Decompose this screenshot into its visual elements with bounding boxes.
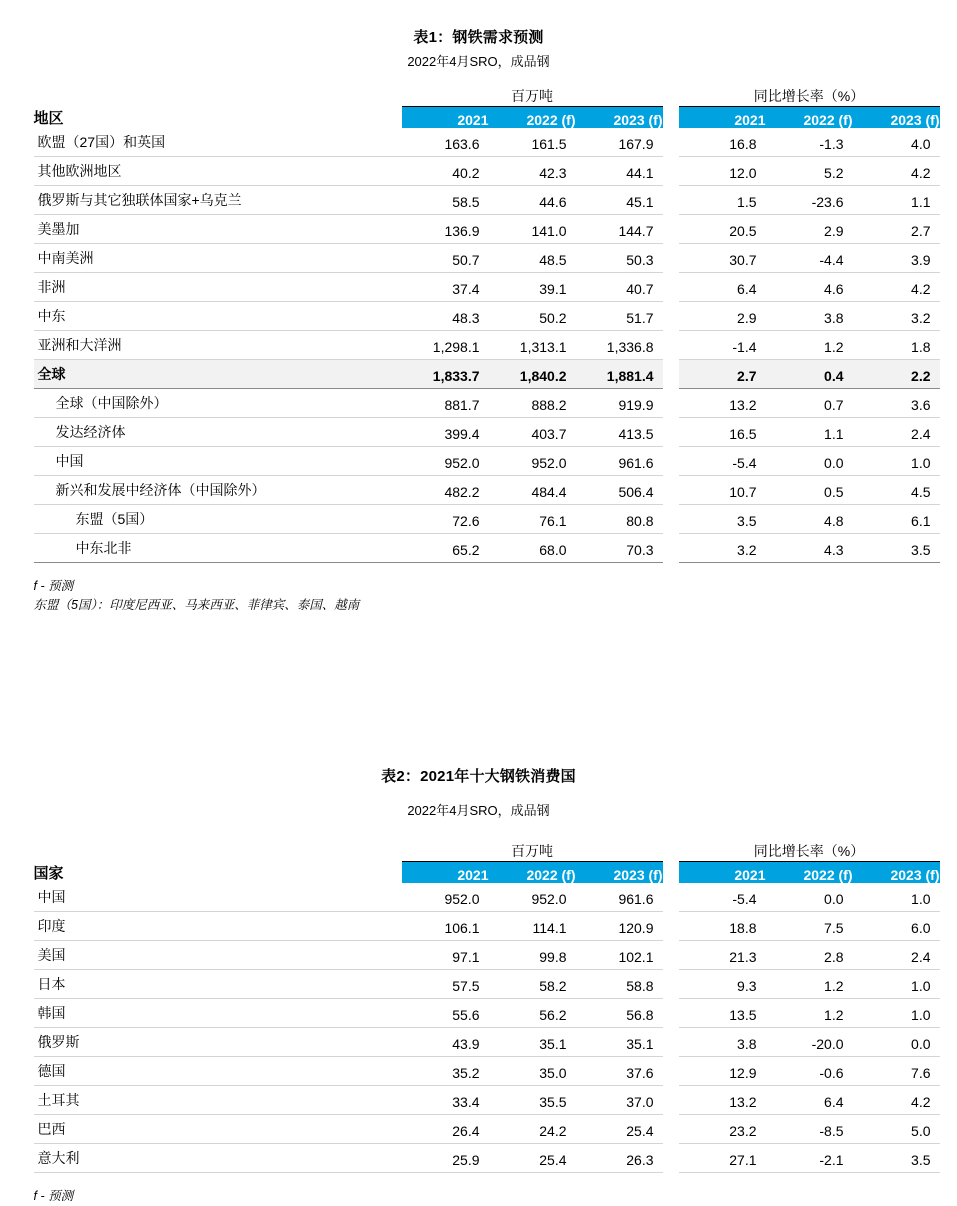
row-value: 0.7 xyxy=(766,388,853,417)
row-value: 58.2 xyxy=(489,969,576,998)
row-gap xyxy=(663,301,679,330)
row-label: 俄罗斯与其它独联体国家+乌克兰 xyxy=(34,185,402,214)
table-row xyxy=(34,214,940,243)
table-row xyxy=(34,1085,940,1114)
table2-col-2022f-growth: 2022 (f) xyxy=(766,862,853,883)
row-value: 106.1 xyxy=(402,911,489,940)
row-value: 2.7 xyxy=(853,214,940,243)
row-value: 1.0 xyxy=(853,998,940,1027)
table1-col-2022f-growth: 2022 (f) xyxy=(766,107,853,128)
table1-block xyxy=(33,0,940,615)
row-value: 141.0 xyxy=(489,214,576,243)
row-value: 57.5 xyxy=(402,969,489,998)
row-value: 6.0 xyxy=(853,911,940,940)
row-gap xyxy=(663,128,679,157)
row-value: 18.8 xyxy=(679,911,766,940)
table1-footnotes xyxy=(34,577,924,616)
row-value: 55.6 xyxy=(402,998,489,1027)
row-value: 10.7 xyxy=(679,475,766,504)
row-value: 961.6 xyxy=(576,883,663,912)
row-gap xyxy=(663,1056,679,1085)
row-label: 其他欧洲地区 xyxy=(34,156,402,185)
row-value: 403.7 xyxy=(489,417,576,446)
row-value: 40.2 xyxy=(402,156,489,185)
row-value: 167.9 xyxy=(576,128,663,157)
row-gap xyxy=(663,272,679,301)
row-label: 欧盟（27国）和英国 xyxy=(34,128,402,157)
row-value: 24.2 xyxy=(489,1114,576,1143)
row-value: 80.8 xyxy=(576,504,663,533)
row-value: 33.4 xyxy=(402,1085,489,1114)
table2-col-2021-growth: 2021 xyxy=(679,862,766,883)
row-value: -1.4 xyxy=(679,330,766,359)
row-value: 37.6 xyxy=(576,1056,663,1085)
row-value: 37.0 xyxy=(576,1085,663,1114)
table2-label-header: 国家 xyxy=(33,864,64,882)
row-label: 发达经济体 xyxy=(34,417,402,446)
row-label: 中东 xyxy=(34,301,402,330)
row-value: 5.0 xyxy=(853,1114,940,1143)
row-gap xyxy=(663,1085,679,1114)
row-value: -0.6 xyxy=(766,1056,853,1085)
row-value: 1,313.1 xyxy=(489,330,576,359)
table-row xyxy=(34,330,940,359)
row-value: 35.1 xyxy=(489,1027,576,1056)
table-row xyxy=(34,359,940,388)
table1-body xyxy=(34,128,940,563)
row-value: 0.5 xyxy=(766,475,853,504)
row-value: 3.5 xyxy=(853,533,940,562)
row-value: 43.9 xyxy=(402,1027,489,1056)
row-value: 30.7 xyxy=(679,243,766,272)
row-gap xyxy=(663,243,679,272)
row-value: -5.4 xyxy=(679,883,766,912)
table2-group-header-row xyxy=(34,841,940,862)
table-row xyxy=(34,1056,940,1085)
row-value: 482.2 xyxy=(402,475,489,504)
row-value: 7.5 xyxy=(766,911,853,940)
table1-column-header-row xyxy=(34,107,940,128)
row-value: -2.1 xyxy=(766,1143,853,1172)
table1-head xyxy=(34,86,940,128)
table2-title: 表2：2021年十大钢铁消费国 xyxy=(381,768,576,786)
row-label: 意大利 xyxy=(34,1143,402,1172)
table-row xyxy=(34,301,940,330)
row-value: 12.0 xyxy=(679,156,766,185)
section-spacer xyxy=(0,615,957,765)
row-value: 1.2 xyxy=(766,330,853,359)
row-label: 中南美洲 xyxy=(34,243,402,272)
row-value: 506.4 xyxy=(576,475,663,504)
row-value: 13.5 xyxy=(679,998,766,1027)
table1-title: 表1：钢铁需求预测 xyxy=(413,29,544,46)
row-value: 4.2 xyxy=(853,272,940,301)
table2-col-2021-vol: 2021 xyxy=(402,862,489,883)
table2-column-header-row xyxy=(34,862,940,883)
row-value: -1.3 xyxy=(766,128,853,157)
table1-footnote-2: 东盟（5国）：印度尼西亚、马来西亚、菲律宾、泰国、越南 xyxy=(33,597,360,612)
row-value: 1,336.8 xyxy=(576,330,663,359)
row-value: 399.4 xyxy=(402,417,489,446)
row-value: 1,298.1 xyxy=(402,330,489,359)
row-label: 全球（中国除外） xyxy=(34,388,402,417)
row-value: 50.3 xyxy=(576,243,663,272)
table1-group-volume: 百万吨 xyxy=(402,86,663,107)
row-value: 58.5 xyxy=(402,185,489,214)
row-gap xyxy=(663,359,679,388)
row-value: 26.3 xyxy=(576,1143,663,1172)
row-gap xyxy=(663,214,679,243)
row-value: -4.4 xyxy=(766,243,853,272)
row-value: 35.1 xyxy=(576,1027,663,1056)
table1-header-gap xyxy=(663,107,679,128)
row-value: 881.7 xyxy=(402,388,489,417)
row-value: 68.0 xyxy=(489,533,576,562)
row-value: 0.0 xyxy=(766,883,853,912)
row-label: 印度 xyxy=(34,911,402,940)
row-value: 1.2 xyxy=(766,969,853,998)
row-value: 952.0 xyxy=(402,883,489,912)
row-value: 39.1 xyxy=(489,272,576,301)
row-value: 3.8 xyxy=(766,301,853,330)
row-value: 161.5 xyxy=(489,128,576,157)
row-value: 26.4 xyxy=(402,1114,489,1143)
row-gap xyxy=(663,1114,679,1143)
row-value: 6.4 xyxy=(766,1085,853,1114)
row-label: 土耳其 xyxy=(34,1085,402,1114)
table-row xyxy=(34,911,940,940)
row-value: 1,881.4 xyxy=(576,359,663,388)
table-row xyxy=(34,1027,940,1056)
row-value: 58.8 xyxy=(576,969,663,998)
row-value: 888.2 xyxy=(489,388,576,417)
row-value: 27.1 xyxy=(679,1143,766,1172)
row-value: 413.5 xyxy=(576,417,663,446)
row-gap xyxy=(663,504,679,533)
row-gap xyxy=(663,969,679,998)
row-value: 50.7 xyxy=(402,243,489,272)
row-value: 0.0 xyxy=(766,446,853,475)
table2-group-growth: 同比增长率（%） xyxy=(679,841,940,862)
row-value: 13.2 xyxy=(679,1085,766,1114)
row-value: 25.9 xyxy=(402,1143,489,1172)
row-gap xyxy=(663,330,679,359)
row-label: 亚洲和大洋洲 xyxy=(34,330,402,359)
row-value: 144.7 xyxy=(576,214,663,243)
row-gap xyxy=(663,1143,679,1172)
row-value: 44.1 xyxy=(576,156,663,185)
row-value: 25.4 xyxy=(489,1143,576,1172)
row-value: 4.8 xyxy=(766,504,853,533)
table-row xyxy=(34,533,940,562)
row-value: 4.0 xyxy=(853,128,940,157)
row-value: 1.2 xyxy=(766,998,853,1027)
row-value: 2.8 xyxy=(766,940,853,969)
table-row xyxy=(34,940,940,969)
row-label: 美国 xyxy=(34,940,402,969)
table1-group-header-row xyxy=(34,86,940,107)
row-value: 4.3 xyxy=(766,533,853,562)
table1-group-growth: 同比增长率（%） xyxy=(679,86,940,107)
row-label: 新兴和发展中经济体（中国除外） xyxy=(34,475,402,504)
row-value: 97.1 xyxy=(402,940,489,969)
table-row xyxy=(34,417,940,446)
row-value: 70.3 xyxy=(576,533,663,562)
row-value: 1.8 xyxy=(853,330,940,359)
table2-col-2023f-growth: 2023 (f) xyxy=(853,862,940,883)
row-value: 72.6 xyxy=(402,504,489,533)
row-value: 136.9 xyxy=(402,214,489,243)
table2-footnotes xyxy=(34,1187,924,1206)
row-gap xyxy=(663,940,679,969)
row-value: 3.8 xyxy=(679,1027,766,1056)
row-value: -23.6 xyxy=(766,185,853,214)
row-value: 12.9 xyxy=(679,1056,766,1085)
row-value: -20.0 xyxy=(766,1027,853,1056)
row-value: 65.2 xyxy=(402,533,489,562)
row-value: 1.0 xyxy=(853,969,940,998)
row-value: 76.1 xyxy=(489,504,576,533)
row-value: -5.4 xyxy=(679,446,766,475)
row-value: 952.0 xyxy=(489,883,576,912)
table-row xyxy=(34,998,940,1027)
row-gap xyxy=(663,156,679,185)
table-row xyxy=(34,272,940,301)
row-label: 美墨加 xyxy=(34,214,402,243)
table-row xyxy=(34,969,940,998)
row-value: 35.0 xyxy=(489,1056,576,1085)
row-value: 25.4 xyxy=(576,1114,663,1143)
row-gap xyxy=(663,446,679,475)
row-value: 1.0 xyxy=(853,883,940,912)
table2-head-space xyxy=(34,819,924,841)
table2-col-2023f-vol: 2023 (f) xyxy=(576,862,663,883)
row-value: 919.9 xyxy=(576,388,663,417)
row-label: 俄罗斯 xyxy=(34,1027,402,1056)
row-label: 日本 xyxy=(34,969,402,998)
row-value: 35.5 xyxy=(489,1085,576,1114)
row-value: 56.2 xyxy=(489,998,576,1027)
row-gap xyxy=(663,883,679,912)
table1-group-gap xyxy=(663,86,679,107)
row-gap xyxy=(663,475,679,504)
table-row xyxy=(34,388,940,417)
row-value: 4.2 xyxy=(853,156,940,185)
table1-label-header: 地区 xyxy=(33,109,64,127)
row-label: 非洲 xyxy=(34,272,402,301)
row-label: 东盟（5国） xyxy=(34,504,402,533)
row-value: 2.9 xyxy=(766,214,853,243)
row-value: 1.0 xyxy=(853,446,940,475)
table-row xyxy=(34,185,940,214)
row-value: 952.0 xyxy=(402,446,489,475)
row-value: 0.0 xyxy=(853,1027,940,1056)
row-value: 114.1 xyxy=(489,911,576,940)
table1-col-2021-vol: 2021 xyxy=(402,107,489,128)
row-value: 3.9 xyxy=(853,243,940,272)
row-value: 4.2 xyxy=(853,1085,940,1114)
table2-header-gap xyxy=(663,862,679,883)
table2-head xyxy=(34,841,940,883)
row-value: 40.7 xyxy=(576,272,663,301)
table2 xyxy=(34,841,940,1173)
row-value: 50.2 xyxy=(489,301,576,330)
row-value: 9.3 xyxy=(679,969,766,998)
row-value: 3.2 xyxy=(679,533,766,562)
row-value: 35.2 xyxy=(402,1056,489,1085)
row-value: 2.2 xyxy=(853,359,940,388)
row-value: 99.8 xyxy=(489,940,576,969)
row-value: 1,833.7 xyxy=(402,359,489,388)
table1-col-2023f-growth: 2023 (f) xyxy=(853,107,940,128)
row-gap xyxy=(663,533,679,562)
row-value: 45.1 xyxy=(576,185,663,214)
row-value: 163.6 xyxy=(402,128,489,157)
row-label: 全球 xyxy=(34,359,402,388)
table1-col-2021-growth: 2021 xyxy=(679,107,766,128)
row-gap xyxy=(663,417,679,446)
row-value: 961.6 xyxy=(576,446,663,475)
row-value: 6.4 xyxy=(679,272,766,301)
row-value: 5.2 xyxy=(766,156,853,185)
row-value: 7.6 xyxy=(853,1056,940,1085)
table2-subtitle: 2022年4月SRO，成品钢 xyxy=(407,803,550,819)
table1-col-2023f-vol: 2023 (f) xyxy=(576,107,663,128)
row-gap xyxy=(663,998,679,1027)
row-value: 56.8 xyxy=(576,998,663,1027)
row-value: 16.5 xyxy=(679,417,766,446)
row-value: 48.3 xyxy=(402,301,489,330)
table-row xyxy=(34,243,940,272)
row-label: 中国 xyxy=(34,446,402,475)
row-value: 23.2 xyxy=(679,1114,766,1143)
row-value: 42.3 xyxy=(489,156,576,185)
row-value: 1.5 xyxy=(679,185,766,214)
table-row xyxy=(34,1114,940,1143)
table1-col-2022f-vol: 2022 (f) xyxy=(489,107,576,128)
row-value: 51.7 xyxy=(576,301,663,330)
row-gap xyxy=(663,1027,679,1056)
row-value: 21.3 xyxy=(679,940,766,969)
table1-subtitle: 2022年4月SRO，成品钢 xyxy=(407,54,550,69)
table-row xyxy=(34,128,940,157)
row-value: 1.1 xyxy=(853,185,940,214)
row-value: 952.0 xyxy=(489,446,576,475)
table-row xyxy=(34,446,940,475)
table-row xyxy=(34,475,940,504)
table2-footnote-1: f - 预测 xyxy=(33,1188,74,1203)
row-value: 13.2 xyxy=(679,388,766,417)
row-value: 3.2 xyxy=(853,301,940,330)
table-row xyxy=(34,156,940,185)
row-label: 中东北非 xyxy=(34,533,402,562)
row-value: -8.5 xyxy=(766,1114,853,1143)
table1-footnote-1: f - 预测 xyxy=(33,578,74,593)
row-value: 484.4 xyxy=(489,475,576,504)
table-row xyxy=(34,1143,940,1172)
row-value: 120.9 xyxy=(576,911,663,940)
row-value: 0.4 xyxy=(766,359,853,388)
row-value: 2.9 xyxy=(679,301,766,330)
row-value: 6.1 xyxy=(853,504,940,533)
row-value: 44.6 xyxy=(489,185,576,214)
row-value: 37.4 xyxy=(402,272,489,301)
row-value: 2.4 xyxy=(853,417,940,446)
row-label: 巴西 xyxy=(34,1114,402,1143)
row-value: 48.5 xyxy=(489,243,576,272)
table2-group-blank xyxy=(34,841,402,862)
table-row xyxy=(34,504,940,533)
table2-group-gap xyxy=(663,841,679,862)
row-value: 20.5 xyxy=(679,214,766,243)
row-value: 1.1 xyxy=(766,417,853,446)
row-value: 2.7 xyxy=(679,359,766,388)
row-label: 中国 xyxy=(34,883,402,912)
row-value: 3.6 xyxy=(853,388,940,417)
table-row xyxy=(34,883,940,912)
row-label: 韩国 xyxy=(34,998,402,1027)
row-value: 16.8 xyxy=(679,128,766,157)
table2-block xyxy=(33,765,940,1206)
row-label: 德国 xyxy=(34,1056,402,1085)
row-value: 4.5 xyxy=(853,475,940,504)
row-value: 2.4 xyxy=(853,940,940,969)
row-value: 3.5 xyxy=(853,1143,940,1172)
table2-body xyxy=(34,883,940,1173)
table1 xyxy=(34,86,940,563)
row-value: 1,840.2 xyxy=(489,359,576,388)
row-value: 3.5 xyxy=(679,504,766,533)
table2-group-volume: 百万吨 xyxy=(402,841,663,862)
row-value: 4.6 xyxy=(766,272,853,301)
table2-col-2022f-vol: 2022 (f) xyxy=(489,862,576,883)
row-gap xyxy=(663,911,679,940)
row-value: 102.1 xyxy=(576,940,663,969)
table1-group-blank xyxy=(34,86,402,107)
row-gap xyxy=(663,388,679,417)
row-gap xyxy=(663,185,679,214)
